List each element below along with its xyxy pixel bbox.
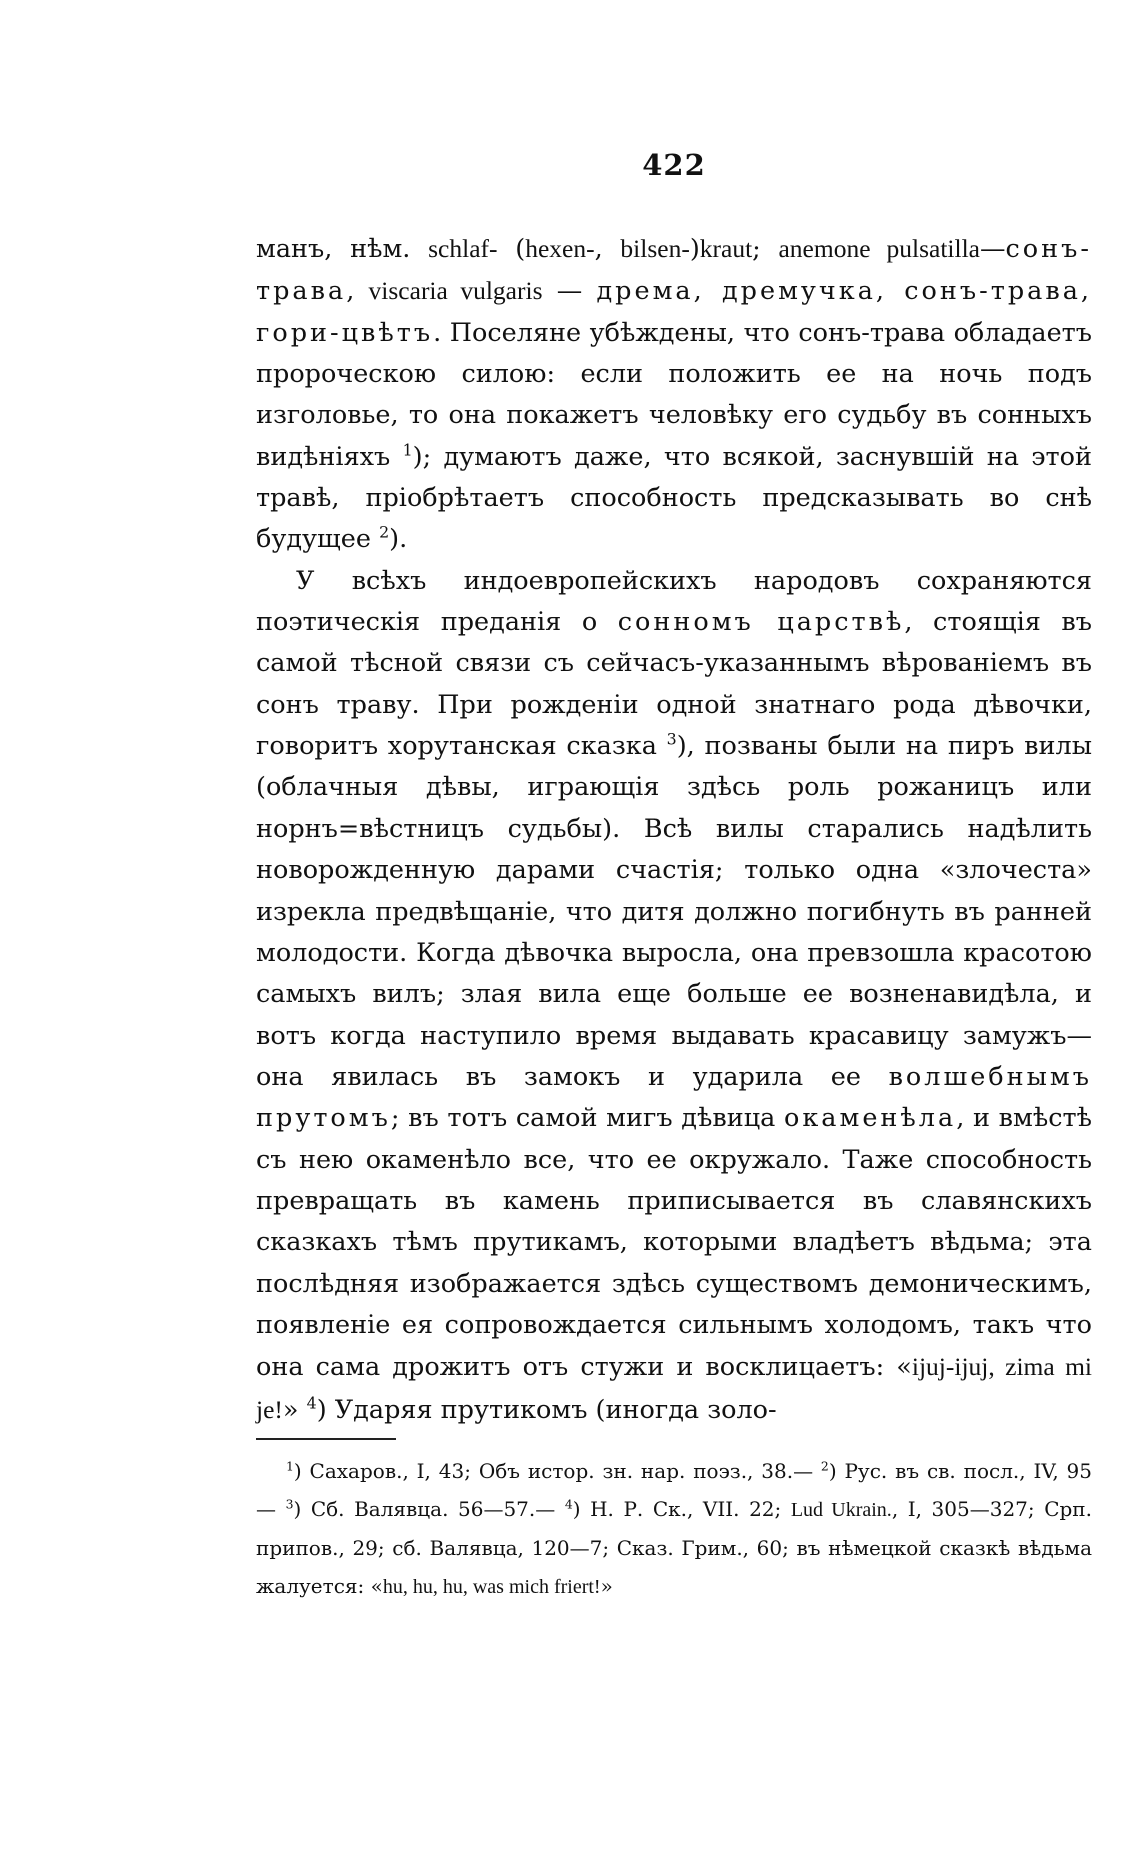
spaced-term: дрема, дремучка, сонъ-трава, гори-цвѣтъ — [256, 276, 1093, 348]
footnote-ref: 4 — [306, 1393, 317, 1413]
spaced-term: сонъ-трава — [256, 234, 1092, 307]
text-run: ) Ударяя прутикомъ (иногда золо- — [316, 1394, 777, 1425]
text-run: У всѣхъ индоевропейскихъ народовъ сохраняются поэтическія преданія о — [256, 565, 1092, 638]
footnote-text: , I, 305—327; Срп. припов., 29; сб. Валявца, 120—7; Сказ. Грим., 60; въ нѣмецкой сказкѣ вѣдьма жалуется: « — [256, 1497, 1092, 1598]
text-run: » — [282, 1394, 307, 1425]
footnote-number: 3 — [285, 1496, 294, 1512]
text-run: — — [542, 276, 597, 307]
paragraph-1 — [256, 228, 1092, 561]
latin-term: anemone pulsatilla — [778, 234, 980, 263]
footnote-ref: 1 — [402, 440, 413, 460]
footnote-text: ) Н. Р. Ск., VII. 22; — [572, 1497, 791, 1521]
latin-term: bilsen- — [620, 234, 690, 263]
latin-term: Lud Ukrain. — [790, 1499, 892, 1521]
footnote-number: 1 — [286, 1458, 294, 1474]
text-run: ( — [497, 234, 526, 264]
text-run: , стоящія въ самой тѣсной связи съ сейчасъ-указаннымъ вѣрованіемъ въ сонъ траву. При рожденіи одной знатнаго рода дѣвочки, говоритъ хорутанская сказка — [256, 607, 1092, 762]
text-run: ) — [689, 234, 700, 264]
spaced-term: окаменѣла — [784, 1103, 957, 1134]
text-run: , — [594, 234, 621, 264]
text-run: — — [980, 234, 1006, 264]
text-run: ); думаютъ даже, что всякой, заснувшій на этой травѣ, пріобрѣтаетъ способность предсказывать во снѣ будущее — [256, 441, 1092, 555]
footnote-text: ) Сб. Валявца. 56—57.— — [293, 1497, 565, 1521]
latin-term: viscaria vulgaris — [368, 276, 543, 306]
page-number: 422 — [642, 148, 706, 182]
footnote-block — [256, 1452, 1092, 1606]
latin-term: ijuj-ijuj, zima mi je! — [256, 1352, 1092, 1424]
text-run: ), позваны были на пиръ вилы (облачныя дѣвы, играющія здѣсь роль рожаницъ или норнъ=вѣстницъ судьбы). Всѣ вилы старались надѣлить новорожденную дарами счастія; только одна «злочеста» изрекла предвѣщаніе, что дитя должно погибнуть въ ранней молодости. Когда дѣвочка выросла, она превзошла красотою самыхъ вилъ; злая вила еще больше ее возненавидѣла, и вотъ когда наступило время выдавать красавицу замужъ—она явилась въ замокъ и ударила ее — [256, 731, 1092, 1092]
footnote-text: » — [600, 1574, 613, 1598]
footnote-number: 4 — [564, 1496, 573, 1512]
text-run: , и вмѣстѣ съ нею окаменѣло все, что ее окружало. Таже способность превращать въ камень приписывается въ славянскихъ сказкахъ тѣмъ прутикамъ, которыми владѣетъ вѣдьма; эта послѣдняя изображается здѣсь существомъ демоническимъ, появленіе ея сопровождается сильнымъ холодомъ, такъ что она сама дрожитъ отъ стужи и восклицаетъ: « — [256, 1103, 1092, 1383]
text-run: . Поселяне убѣждены, что сонъ-трава обладаетъ пророческою силою: если положить ее на ночь подъ изголовье, то она покажетъ человѣку его судьбу въ сонныхъ видѣніяхъ — [256, 317, 1092, 472]
text-run: , — [346, 276, 369, 307]
footnote-ref: 3 — [666, 729, 677, 749]
paragraph-2 — [256, 561, 1092, 1431]
text-run: манъ, нѣм. — [256, 234, 429, 264]
footnote-text: ) Сахаров., I, 43; Объ истор. зн. нар. поэз., 38.— — [293, 1459, 821, 1483]
latin-term: kraut — [699, 234, 753, 263]
spaced-term: сонномъ царствѣ — [617, 607, 905, 638]
footnote-text: ) Рус. въ св. посл., IV, 95 — — [256, 1459, 1092, 1521]
footnotes — [256, 1452, 1092, 1606]
main-text — [256, 228, 1092, 1431]
latin-term: hu, hu, hu, was mich friert! — [382, 1576, 601, 1598]
footnote-number: 2 — [820, 1458, 829, 1474]
latin-term: schlaf- — [428, 234, 498, 263]
text-run: ). — [389, 524, 408, 555]
text-run: ; — [752, 234, 779, 264]
text-run: ; въ тотъ самой мигъ дѣвица — [390, 1103, 784, 1134]
footnote-divider — [256, 1438, 396, 1440]
footnote-ref: 2 — [379, 522, 390, 542]
spaced-term: волшебнымъ прутомъ — [256, 1061, 1092, 1134]
latin-term: hexen- — [525, 234, 595, 263]
